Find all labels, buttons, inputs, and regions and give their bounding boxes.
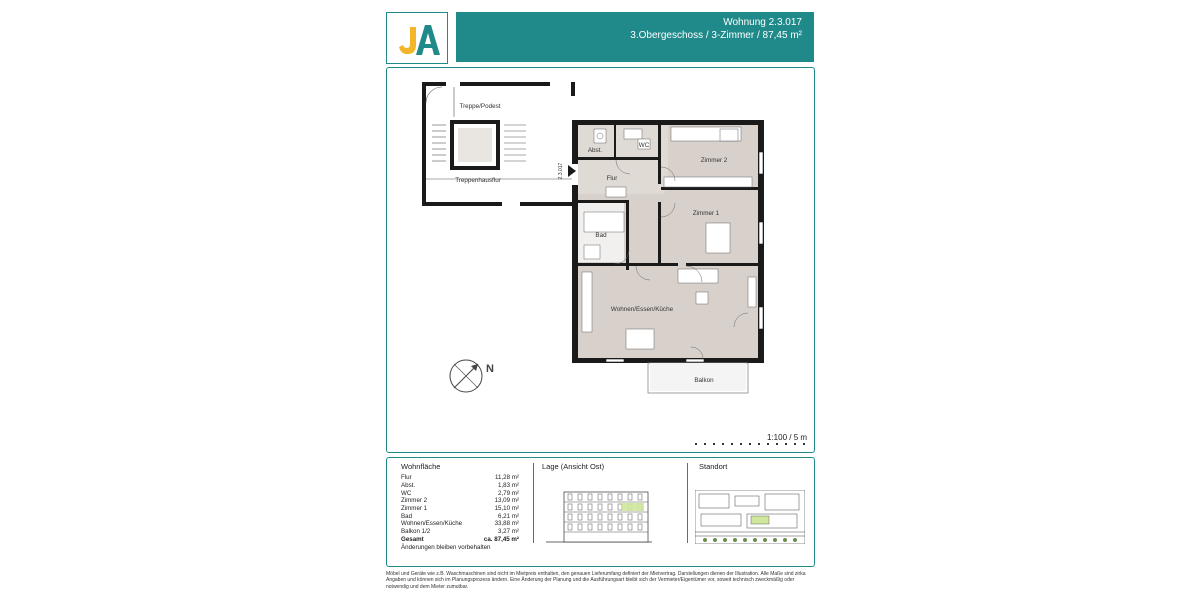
info-divider-1 — [533, 463, 534, 543]
company-logo — [386, 12, 448, 64]
room-label-zimmer1: Zimmer 1 — [692, 210, 720, 217]
north-compass-icon — [450, 360, 482, 392]
room-label-flur: Flur — [606, 175, 618, 182]
room-label-balkon: Balkon — [694, 377, 714, 384]
info-divider-2 — [687, 463, 688, 543]
floor-plan — [386, 67, 814, 452]
lage-title: Lage (Ansicht Ost) — [542, 462, 605, 471]
apartment — [558, 120, 764, 363]
unit-tag: 2.3.017 — [558, 162, 564, 180]
standort-title: Standort — [699, 462, 728, 471]
scale-label: 1:100 / 5 m — [767, 433, 808, 442]
unit-number: Wohnung 2.3.017 — [723, 17, 802, 28]
room-label-bad: Bad — [595, 232, 607, 239]
staircase-area — [422, 82, 576, 206]
room-label-treppenhausflur: Treppenhausflur — [455, 177, 501, 184]
unit-details: 3.Obergeschoss / 3-Zimmer / 87,45 m² — [630, 30, 802, 41]
site-map-drawing — [695, 490, 805, 544]
room-label-zimmer2: Zimmer 2 — [700, 157, 728, 164]
balcony — [648, 363, 748, 393]
room-label-wc: WC — [638, 142, 650, 149]
unit-highlight — [622, 503, 644, 511]
scale-bar — [695, 443, 805, 445]
wohnflaeche-title: Wohnfläche — [401, 462, 441, 471]
north-label: N — [486, 363, 494, 375]
room-label-wohnen: Wohnen/Essen/Küche — [610, 306, 674, 313]
logo-ja-mark — [387, 13, 447, 63]
room-label-treppe: Treppe/Podest — [459, 103, 501, 110]
disclaimer-text: Möbel und Geräte wie z.B. Waschmaschinen sind nicht im Mietpreis enthalten, den genauen Lieferumfang definiert der Mietvertrag. Darstellungen dienen der Illustration. Alle Maße sind zirka Angaben und können sich im Planungsprozess ändern. Eine Änderung der Planung und die Ausführungsart bleibt sich der Vermieter/Eigentümer vor, soweit technisch zweckmäßig oder notwendig und dem Mieter zumutbar. — [386, 571, 806, 590]
unit-header — [456, 12, 814, 62]
building-elevation-drawing — [546, 488, 652, 544]
room-label-abst: Abst. — [587, 147, 603, 154]
